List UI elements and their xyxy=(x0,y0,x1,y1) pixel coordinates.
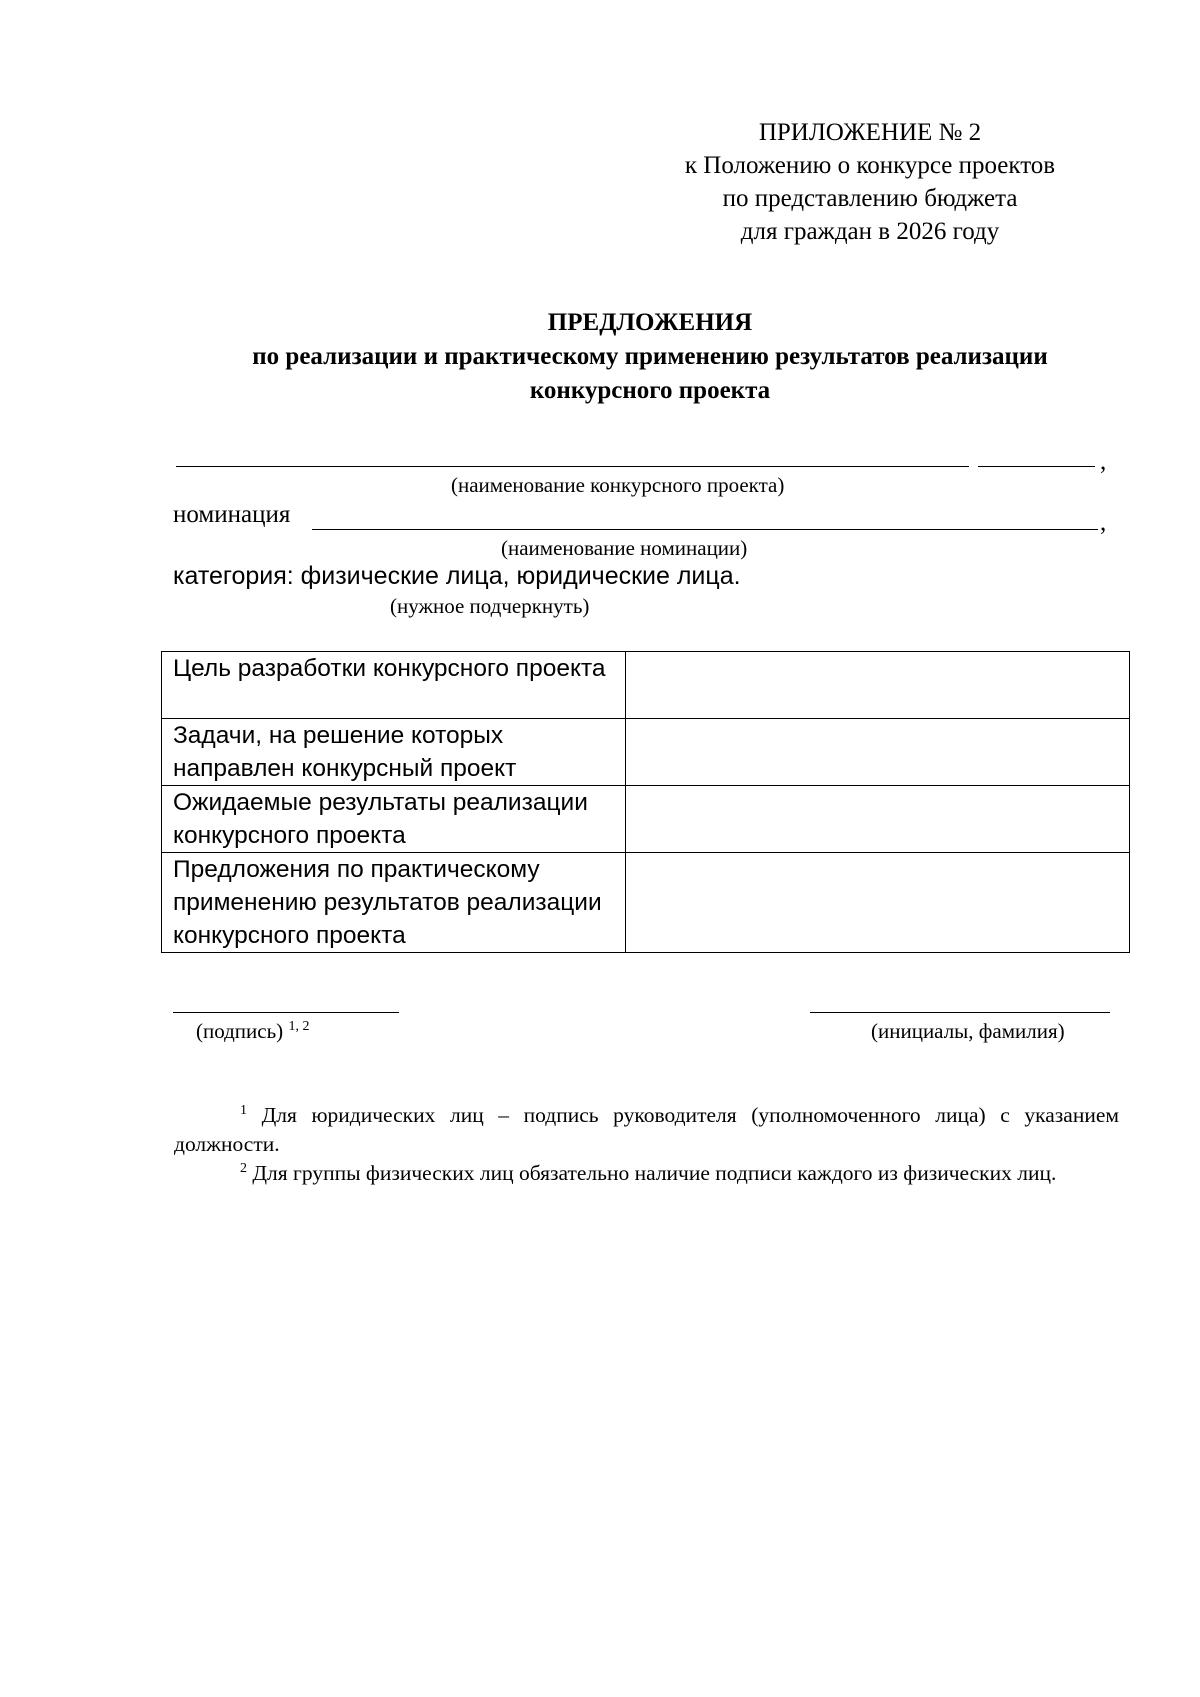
heading-subtitle-line-2: конкурсного проекта xyxy=(529,377,771,404)
footnote-1-text: Для юридических лиц – подпись руководителя (уполномоченного лица) с указанием должности. xyxy=(174,1103,1119,1156)
annex-line-1: к Положению о конкурсе проектов xyxy=(684,152,1056,179)
nomination-line[interactable] xyxy=(312,529,1098,530)
footnote-2-text: Для группы физических лиц обязательно наличие подписи каждого из физических лиц. xyxy=(252,1161,1057,1185)
project-name-comma: , xyxy=(1100,448,1107,475)
nomination-label: номинация xyxy=(173,501,291,528)
category-caption: (нужное подчеркнуть) xyxy=(390,594,590,618)
category-text: категория: физические лица, юридические лица. xyxy=(173,562,741,590)
footnote-1-mark: 1 xyxy=(240,1102,247,1118)
table-row-label: Задачи, на решение которых направлен конкурсный проект xyxy=(162,719,626,786)
annex-title: ПРИЛОЖЕНИЕ № 2 xyxy=(758,119,982,146)
table-row-value[interactable] xyxy=(626,719,1130,786)
footnote-2 xyxy=(174,1159,1119,1188)
name-line[interactable] xyxy=(810,1012,1110,1013)
nomination-comma: , xyxy=(1100,509,1107,536)
annex-line-2: по представлению бюджета xyxy=(722,185,1018,212)
proposal-table xyxy=(161,651,1130,953)
signature-footnote-refs: 1, 2 xyxy=(288,1019,310,1034)
table-row xyxy=(162,652,1130,719)
table-row xyxy=(162,786,1130,853)
table-row xyxy=(162,719,1130,786)
footnote-2-mark: 2 xyxy=(240,1160,247,1176)
annex-line-3: для граждан в 2026 году xyxy=(740,218,1000,245)
project-name-extra-line[interactable] xyxy=(978,466,1095,467)
name-caption: (инициалы, фамилия) xyxy=(871,1019,1065,1043)
table-row-value[interactable] xyxy=(626,853,1130,953)
table-row-value[interactable] xyxy=(626,652,1130,719)
annex-block xyxy=(640,116,1100,248)
table-row-label: Цель разработки конкурсного проекта xyxy=(162,652,626,719)
table-row-label: Предложения по практическому применению результатов реализации конкурсного проекта xyxy=(162,853,626,953)
table-row xyxy=(162,853,1130,953)
nomination-caption: (наименование номинации) xyxy=(501,536,748,560)
table-row-label: Ожидаемые результаты реализации конкурсного проекта xyxy=(162,786,626,853)
project-name-caption: (наименование конкурсного проекта) xyxy=(451,473,785,497)
heading-title: ПРЕДЛОЖЕНИЯ xyxy=(547,309,753,336)
signature-caption-block xyxy=(196,1019,309,1044)
document-heading xyxy=(100,306,1200,408)
heading-subtitle-line-1: по реализации и практическому применению результатов реализации xyxy=(252,343,1048,370)
signature-line[interactable] xyxy=(173,1012,399,1013)
project-name-line[interactable] xyxy=(176,466,969,467)
footnote-1 xyxy=(174,1101,1119,1159)
signature-caption: (подпись) xyxy=(196,1019,284,1043)
table-row-value[interactable] xyxy=(626,786,1130,853)
